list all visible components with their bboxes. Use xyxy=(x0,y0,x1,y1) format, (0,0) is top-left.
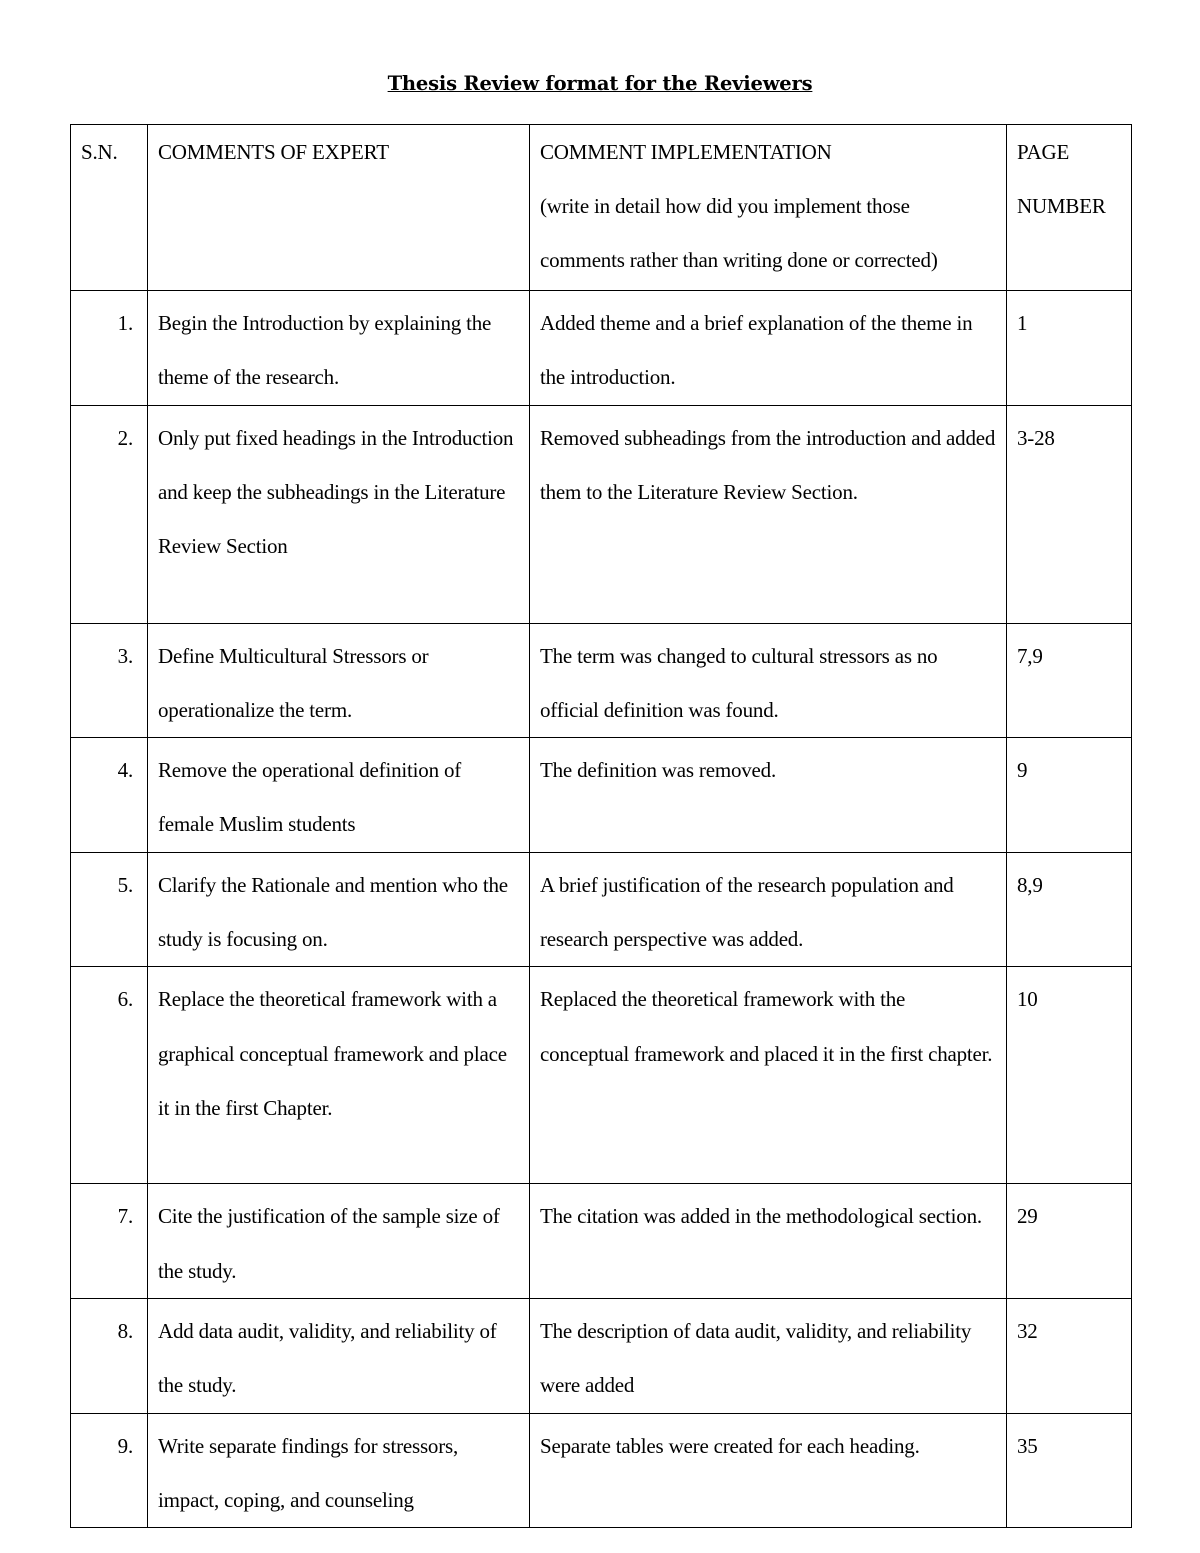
table-row xyxy=(71,623,1132,738)
document-title: Thesis Review format for the Reviewers xyxy=(387,72,813,95)
row-number: 1. xyxy=(71,291,148,406)
row-number: 7. xyxy=(71,1184,148,1299)
row-number: 5. xyxy=(71,852,148,967)
page-number: 35 xyxy=(1007,1413,1132,1528)
header-comments: COMMENTS OF EXPERT xyxy=(148,125,530,291)
table-row xyxy=(71,852,1132,967)
expert-comment: Define Multicultural Stressors or operationalize the term. xyxy=(148,623,530,738)
header-implementation xyxy=(530,125,1007,291)
expert-comment: Cite the justification of the sample size of the study. xyxy=(148,1184,530,1299)
page-number: 1 xyxy=(1007,291,1132,406)
comment-implementation: A brief justification of the research population and research perspective was added. xyxy=(530,852,1007,967)
page-number: 8,9 xyxy=(1007,852,1132,967)
expert-comment: Only put fixed headings in the Introduction and keep the subheadings in the Literature Review Section xyxy=(148,405,530,623)
page-number: 3-28 xyxy=(1007,405,1132,623)
expert-comment: Replace the theoretical framework with a graphical conceptual framework and place it in the first Chapter. xyxy=(148,967,530,1184)
comment-implementation: Removed subheadings from the introduction and added them to the Literature Review Section. xyxy=(530,405,1007,623)
row-number: 2. xyxy=(71,405,148,623)
header-implementation-title: COMMENT IMPLEMENTATION xyxy=(540,140,832,164)
row-number: 3. xyxy=(71,623,148,738)
row-number: 8. xyxy=(71,1298,148,1413)
expert-comment: Add data audit, validity, and reliability of the study. xyxy=(148,1298,530,1413)
expert-comment: Write separate findings for stressors, impact, coping, and counseling xyxy=(148,1413,530,1528)
table-row xyxy=(71,1413,1132,1528)
row-number: 4. xyxy=(71,738,148,853)
header-sn: S.N. xyxy=(71,125,148,291)
page-number: 32 xyxy=(1007,1298,1132,1413)
comment-implementation: The citation was added in the methodological section. xyxy=(530,1184,1007,1299)
review-table xyxy=(70,124,1132,1528)
table-row xyxy=(71,291,1132,406)
comment-implementation: The term was changed to cultural stressors as no official definition was found. xyxy=(530,623,1007,738)
table-row xyxy=(71,405,1132,623)
comment-implementation: Replaced the theoretical framework with the conceptual framework and placed it in the first chapter. xyxy=(530,967,1007,1184)
comment-implementation: Added theme and a brief explanation of the theme in the introduction. xyxy=(530,291,1007,406)
header-implementation-note: (write in detail how did you implement those comments rather than writing done or corrected) xyxy=(540,194,938,273)
table-row xyxy=(71,1184,1132,1299)
comment-implementation: Separate tables were created for each heading. xyxy=(530,1413,1007,1528)
table-row xyxy=(71,1298,1132,1413)
table-row xyxy=(71,738,1132,853)
comment-implementation: The definition was removed. xyxy=(530,738,1007,853)
expert-comment: Clarify the Rationale and mention who the study is focusing on. xyxy=(148,852,530,967)
row-number: 6. xyxy=(71,967,148,1184)
page-number: 9 xyxy=(1007,738,1132,853)
page-number: 7,9 xyxy=(1007,623,1132,738)
page-number: 10 xyxy=(1007,967,1132,1184)
header-page-number: PAGE NUMBER xyxy=(1007,125,1132,291)
row-number: 9. xyxy=(71,1413,148,1528)
expert-comment: Remove the operational definition of female Muslim students xyxy=(148,738,530,853)
page-number: 29 xyxy=(1007,1184,1132,1299)
header-row xyxy=(71,125,1132,291)
comment-implementation: The description of data audit, validity, and reliability were added xyxy=(530,1298,1007,1413)
table-row xyxy=(71,967,1132,1184)
expert-comment: Begin the Introduction by explaining the theme of the research. xyxy=(148,291,530,406)
